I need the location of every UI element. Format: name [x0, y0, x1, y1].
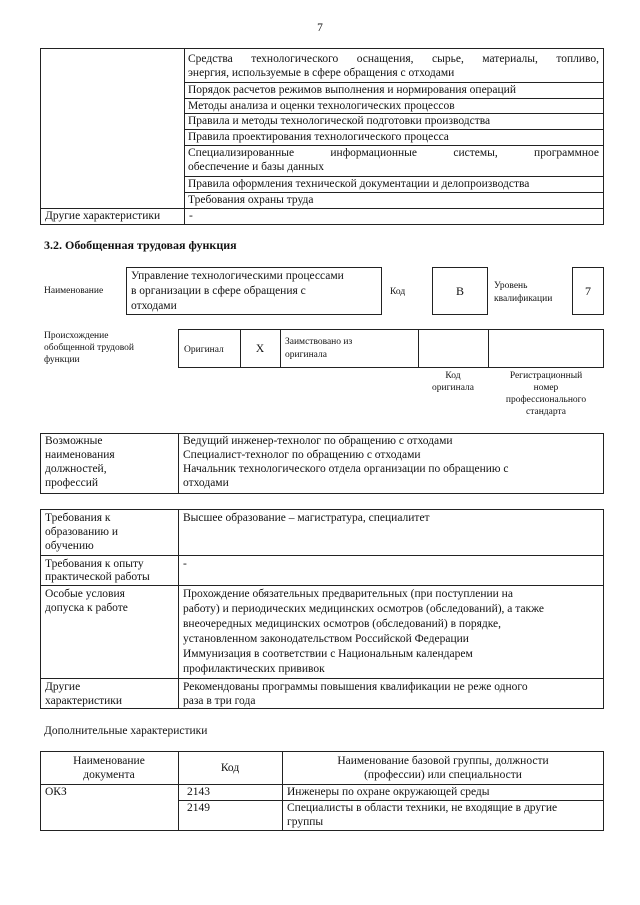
code-label: Код — [390, 287, 406, 297]
level-label-line: Уровень — [494, 281, 528, 291]
row-code: 2143 — [187, 786, 210, 798]
function-name-line: отходами — [131, 300, 177, 312]
reg-number-caption: номер — [533, 383, 559, 393]
code-original-caption: оригинала — [432, 383, 474, 393]
reg-number-caption: Регистрационный — [509, 371, 583, 381]
conditions-line: установленном законодательством Российской Федерации — [183, 633, 469, 645]
conditions-label-line: Особые условия — [45, 588, 125, 600]
page-number: 7 — [317, 22, 323, 34]
section-title: 3.2. Обобщенная трудовая функция — [44, 238, 237, 252]
position-name: Начальник технологического отдела организации по обращению с — [183, 463, 509, 475]
conditions-label-line: допуска к работе — [45, 602, 128, 614]
doc-name: ОКЗ — [45, 786, 67, 798]
education-value: Высшее образование – магистратура, специалитет — [183, 512, 430, 524]
knowledge-item: Правила проектирования технологического процесса — [188, 131, 449, 143]
additional-title: Дополнительные характеристики — [44, 725, 208, 737]
education-label-line: Требования к — [45, 512, 111, 524]
header-code: Код — [220, 762, 240, 774]
header-doc-line: документа — [83, 769, 135, 781]
row-name-cont: группы — [287, 816, 324, 828]
experience-label-line: Требования к опыту — [45, 558, 144, 570]
function-name-line: Управление технологическими процессами — [131, 270, 344, 282]
reg-number-caption: стандарта — [526, 407, 566, 417]
reg-number-caption: профессионального — [505, 395, 587, 405]
row-name: Специалисты в области техники, не входящие в другие — [287, 802, 558, 814]
positions-label-line: Возможные — [45, 435, 103, 447]
header-name-line: Наименование базовой группы, должности — [337, 755, 549, 767]
origin-label-line: функции — [44, 355, 80, 365]
knowledge-item-cont: обеспечение и базы данных — [188, 161, 324, 173]
positions-label-line: должностей, — [45, 463, 107, 475]
other-req-label-line: Другие — [45, 681, 81, 693]
knowledge-item: Правила и методы технологической подготовки производства — [188, 115, 491, 127]
education-label-line: образованию и — [45, 526, 118, 538]
conditions-line: внеочередных медицинских осмотров (обследований) в порядке, — [183, 618, 502, 630]
conditions-line: Иммунизация в соответствии с Национальным календарем — [183, 648, 473, 660]
positions-label-line: профессий — [45, 477, 99, 489]
experience-label-line: практической работы — [45, 571, 150, 583]
education-label-line: обучению — [45, 540, 94, 552]
other-characteristics-label: Другие характеристики — [45, 210, 161, 222]
knowledge-item: Требования охраны труда — [188, 194, 314, 206]
original-mark: X — [255, 343, 265, 355]
origin-label-line: Происхождение — [44, 331, 109, 341]
knowledge-item-cont: энергия, используемые в сфере обращения с отходами — [188, 67, 455, 79]
knowledge-item: Правила оформления технической документации и делопроизводства — [188, 178, 530, 190]
code-original-caption: Код — [445, 371, 461, 381]
other-req-line: Рекомендованы программы повышения квалификации не реже одного — [183, 681, 528, 693]
header-doc-line: Наименование — [73, 755, 145, 767]
borrowed-label-line: оригинала — [285, 350, 327, 360]
knowledge-item: Специализированные информационные системы, программное — [188, 147, 599, 159]
knowledge-table-divider — [184, 48, 185, 225]
origin-label-line: обобщенной трудовой — [44, 343, 134, 353]
other-req-label-line: характеристики — [45, 695, 123, 707]
conditions-line: профилактических прививок — [183, 663, 325, 675]
other-characteristics-value: - — [189, 210, 193, 222]
knowledge-item: Порядок расчетов режимов выполнения и нормирования операций — [188, 84, 516, 96]
position-name: Ведущий инженер-технолог по обращению с отходами — [183, 435, 453, 447]
positions-label-line: наименования — [45, 449, 115, 461]
other-req-line: раза в три года — [183, 695, 256, 707]
knowledge-item: Методы анализа и оценки технологических процессов — [188, 100, 455, 112]
row-code: 2149 — [187, 802, 210, 814]
code-value: B — [455, 284, 464, 298]
knowledge-item: Средства технологического оснащения, сырье, материалы, топливо, — [188, 53, 599, 65]
original-label: Оригинал — [184, 345, 224, 355]
header-name-line: (профессии) или специальности — [364, 769, 522, 781]
row-name: Инженеры по охране окружающей среды — [287, 786, 490, 798]
conditions-line: работу) и периодических медицинских осмотров (обследований), а также — [183, 603, 545, 615]
position-name-cont: отходами — [183, 477, 229, 489]
level-label-line: квалификации — [494, 294, 553, 304]
borrowed-label-line: Заимствовано из — [285, 337, 353, 347]
experience-value: - — [183, 558, 187, 570]
level-value: 7 — [585, 284, 591, 298]
function-name-line: в организации в сфере обращения с — [131, 285, 306, 297]
position-name: Специалист-технолог по обращению с отходами — [183, 449, 421, 461]
name-label: Наименование — [44, 286, 104, 296]
conditions-line: Прохождение обязательных предварительных (при поступлении на — [183, 588, 513, 600]
